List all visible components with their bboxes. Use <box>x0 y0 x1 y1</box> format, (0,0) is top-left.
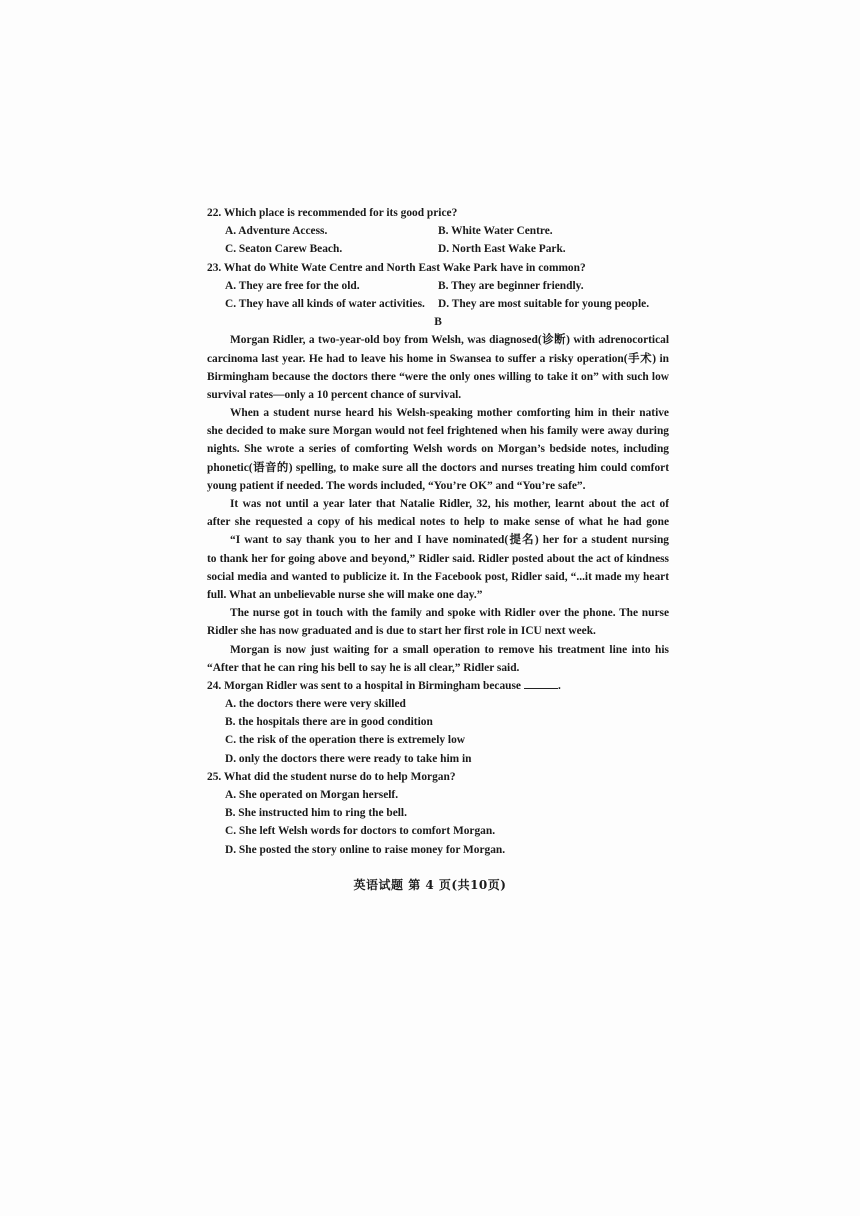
passage-line: Ridler she has now graduated and is due to start her first role in ICU next week. <box>207 625 596 638</box>
reading-passage <box>207 331 669 677</box>
passage-line: after she requested a copy of his medical notes to help to make sense of what he had gone <box>207 516 669 529</box>
option-24-c: C. the risk of the operation there is extremely low <box>225 734 465 747</box>
passage-line: phonetic(语音的) spelling, to make sure all the doctors and nurses treating him could comfort <box>207 461 669 474</box>
question-23-stem: 23. What do White Wate Centre and North East Wake Park have in common? <box>207 261 586 274</box>
option-22-b: B. White Water Centre. <box>438 225 553 238</box>
option-23-d: D. They are most suitable for young people. <box>438 297 650 310</box>
option-22-a: A. Adventure Access. <box>225 225 328 238</box>
passage-line: full. What an unbelievable nurse she will make one day.” <box>207 588 483 601</box>
section-heading: B <box>434 316 442 329</box>
passage-line: “After that he can ring his bell to say he is all clear,” Ridler said. <box>207 661 520 674</box>
option-23-a: A. They are free for the old. <box>225 279 360 292</box>
option-25-a: A. She operated on Morgan herself. <box>225 789 399 801</box>
option-25-d: D. She posted the story online to raise money for Morgan. <box>225 843 506 856</box>
passage-line: Morgan Ridler, a two-year-old boy from Welsh, was diagnosed(诊断) with adrenocortical <box>230 334 669 347</box>
option-22-d: D. North East Wake Park. <box>438 243 566 256</box>
page-content <box>207 204 669 859</box>
question-24-end: . <box>558 679 561 692</box>
option-24-b: B. the hospitals there are in good condition <box>225 716 433 729</box>
question-25-stem: 25. What did the student nurse do to help Morgan? <box>207 770 456 783</box>
question-23-options-row-1 <box>207 277 669 295</box>
option-24-d: D. only the doctors there were ready to take him in <box>225 752 472 765</box>
option-23-c: C. They have all kinds of water activities. <box>225 297 425 310</box>
answer-blank <box>524 677 558 689</box>
passage-line: to thank her for going above and beyond,” Ridler said. Ridler posted about the act of kindness <box>207 552 669 565</box>
passage-line: young patient if needed. The words included, “You’re OK” and “You’re safe”. <box>207 479 586 492</box>
passage-line: social media and wanted to publicize it. In the Facebook post, Ridler said, “...it made my heart <box>207 570 669 583</box>
passage-line: Morgan is now just waiting for a small operation to remove his treatment line into his <box>230 643 669 656</box>
passage-line: nights. She wrote a series of comforting Welsh words on Morgan’s bedside notes, including <box>207 443 669 456</box>
option-25-c: C. She left Welsh words for doctors to comfort Morgan. <box>225 825 496 838</box>
option-24-a: A. the doctors there were very skilled <box>225 698 406 711</box>
question-22-options-row-1 <box>207 222 669 240</box>
passage-line: Birmingham because the doctors there “were the only ones willing to take it on” with such low <box>207 370 669 383</box>
question-23-options-row-2 <box>207 295 669 313</box>
question-24-stem <box>207 677 669 695</box>
passage-line: The nurse got in touch with the family and spoke with Ridler over the phone. The nurse <box>230 607 669 620</box>
passage-line: she decided to make sure Morgan would not feel frightened when his family were away during <box>207 425 669 438</box>
passage-line: When a student nurse heard his Welsh-speaking mother comforting him in their native <box>230 407 669 420</box>
question-24-text: 24. Morgan Ridler was sent to a hospital in Birmingham because <box>207 679 521 692</box>
option-23-b: B. They are beginner friendly. <box>438 279 584 292</box>
option-25-b: B. She instructed him to ring the bell. <box>225 807 407 820</box>
option-22-c: C. Seaton Carew Beach. <box>225 243 343 256</box>
passage-line: carcinoma last year. He had to leave his home in Swansea to suffer a risky operation(手术) in <box>207 352 669 365</box>
passage-line: It was not until a year later that Natalie Ridler, 32, his mother, learnt about the act of <box>230 498 669 510</box>
page-footer: 英语试题 第 4 页(共10页) <box>353 878 507 892</box>
question-22-stem: 22. Which place is recommended for its good price? <box>207 207 458 219</box>
passage-line: survival rates—only a 10 percent chance of survival. <box>207 388 462 401</box>
passage-line: “I want to say thank you to her and I have nominated(提名) her for a student nursing <box>230 534 669 547</box>
question-22-options-row-2 <box>207 240 669 258</box>
